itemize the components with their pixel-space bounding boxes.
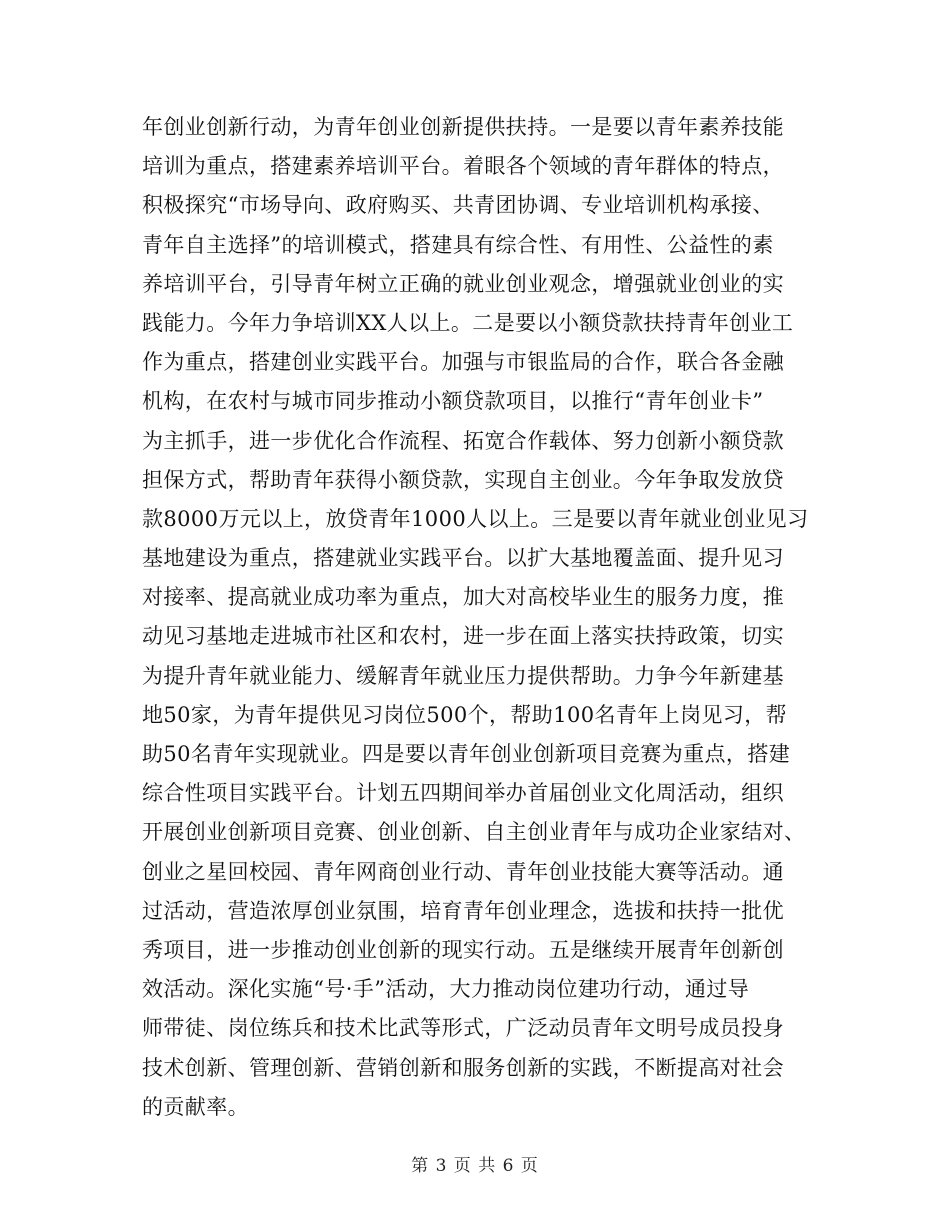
text-line: 年创业创新行动，为青年创业创新提供扶持。一是要以青年素养技能 <box>142 115 784 139</box>
text-line: 技术创新、管理创新、营销创新和服务创新的实践，不断提高对社会 <box>142 1055 784 1080</box>
text-line: 过活动，营造浓厚创业氛围，培育青年创业理念，选拔和扶持一批优 <box>142 898 784 923</box>
text-line: 动见习基地走进城市社区和农村，进一步在面上落实扶持政策，切实 <box>142 624 784 649</box>
text-line: 效活动。深化实施“号·手”活动，大力推动岗位建功行动，通过导 <box>142 977 750 1002</box>
text-line: 积极探究“市场导向、政府购买、共青团协调、专业培训机构承接、 <box>142 193 774 218</box>
text-line: 基地建设为重点，搭建就业实践平台。以扩大基地覆盖面、提升见习 <box>142 546 784 571</box>
text-line: 地50家，为青年提供见习岗位500个，帮助100名青年上岗见习，帮 <box>142 702 788 727</box>
text-line: 的贡献率。 <box>142 1094 249 1119</box>
text-line: 开展创业创新项目竞赛、创业创新、自主创业青年与成功企业家结对、 <box>142 820 806 845</box>
text-line: 综合性项目实践平台。计划五四期间举办首届创业文化周活动，组织 <box>142 781 784 806</box>
text-line: 担保方式，帮助青年获得小额贷款，实现自主创业。今年争取发放贷 <box>142 467 784 492</box>
text-line: 作为重点，搭建创业实践平台。加强与市银监局的合作，联合各金融 <box>142 350 784 375</box>
text-line: 师带徒、岗位练兵和技术比武等形式，广泛动员青年文明号成员投身 <box>142 1016 784 1041</box>
text-line: 为提升青年就业能力、缓解青年就业压力提供帮助。力争今年新建基 <box>142 663 784 688</box>
text-line: 养培训平台，引导青年树立正确的就业创业观念，增强就业创业的实 <box>142 271 784 296</box>
text-line: 为主抓手，进一步优化合作流程、拓宽合作载体、努力创新小额贷款 <box>142 428 784 453</box>
text-line: 青年自主选择”的培训模式，搭建具有综合性、有用性、公益性的素 <box>142 232 774 257</box>
body-paragraph <box>142 108 822 1127</box>
text-line: 机构，在农村与城市同步推动小额贷款项目，以推行“青年创业卡” <box>142 389 764 414</box>
text-line: 创业之星回校园、青年网商创业行动、青年创业技能大赛等活动。通 <box>142 859 784 884</box>
text-line: 助50名青年实现就业。四是要以青年创业创新项目竞赛为重点，搭建 <box>142 742 791 766</box>
text-line: 款8000万元以上，放贷青年1000人以上。三是要以青年就业创业见习 <box>142 506 809 531</box>
text-line: 培训为重点，搭建素养培训平台。着眼各个领域的青年群体的特点， <box>142 154 784 179</box>
page-number-footer: 第 3 页 共 6 页 <box>411 1156 539 1176</box>
text-line: 秀项目，进一步推动创业创新的现实行动。五是继续开展青年创新创 <box>142 937 784 962</box>
text-line: 践能力。今年力争培训XX人以上。二是要以小额贷款扶持青年创业工 <box>142 310 794 335</box>
text-line: 对接率、提高就业成功率为重点，加大对高校毕业生的服务力度，推 <box>142 585 784 610</box>
